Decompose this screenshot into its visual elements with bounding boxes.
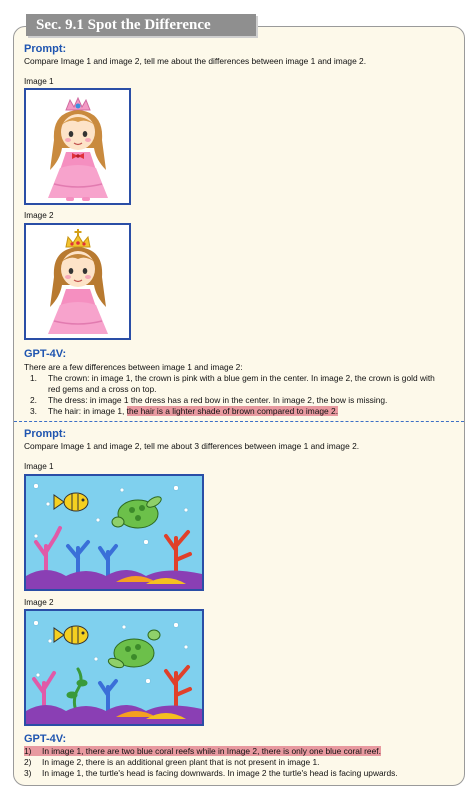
gold-crown-icon bbox=[66, 229, 90, 247]
prompt-heading-1: Prompt: bbox=[24, 43, 67, 55]
prompt-heading-2: Prompt: bbox=[24, 428, 67, 440]
prompt-text-1: Compare Image 1 and image 2, tell me about the differences between image 1 and image 2. bbox=[24, 56, 367, 66]
answer-heading-2: GPT-4V: bbox=[24, 733, 67, 745]
section-divider bbox=[14, 421, 464, 422]
answer-item-1-3: 3. The hair: in image 1, the hair is a lighter shade of brown compared to image 2. bbox=[30, 406, 339, 416]
answer-intro-1: There are a few differences between image 1 and image 2: bbox=[24, 362, 243, 372]
answer-item-2-2: 2) In image 2, there is an additional green plant that is not present in image 1. bbox=[24, 757, 320, 767]
highlight-hair: the hair is a lighter shade of brown compared to image 2. bbox=[126, 406, 339, 416]
highlight-coral: 1) In image 1, there are two blue coral reefs while in Image 2, there is only one blue coral reef. bbox=[24, 746, 381, 756]
princess-image-2 bbox=[24, 223, 131, 340]
answer-item-2-3: 3) In image 1, the turtle's head is facing downwards. In image 2 the turtle's head is facing upwards. bbox=[24, 768, 398, 778]
answer-heading-1: GPT-4V: bbox=[24, 348, 67, 360]
answer-item-1-1-cont: red gems and a cross on top. bbox=[48, 384, 157, 394]
prompt-text-2: Compare Image 1 and image 2, tell me about 3 differences between image 1 and image 2. bbox=[24, 441, 360, 451]
pink-crown-icon bbox=[66, 98, 90, 110]
princess-image-1 bbox=[24, 88, 131, 205]
answer-item-1-2: 2. The dress: in image 1 the dress has a red bow in the center. In image 2, the bow is missing. bbox=[30, 395, 388, 405]
answer-item-2-1 bbox=[24, 746, 381, 756]
answer-item-1-1: 1. The crown: in image 1, the crown is pink with a blue gem in the center. In image 2, the crown is gold with bbox=[30, 373, 435, 383]
image2-label-2: Image 2 bbox=[24, 598, 54, 607]
image1-label-1: Image 1 bbox=[24, 77, 54, 86]
ocean-image-2 bbox=[24, 609, 204, 726]
ocean-image-1 bbox=[24, 474, 204, 591]
section-title: Sec. 9.1 Spot the Difference bbox=[26, 14, 256, 36]
image1-label-2: Image 1 bbox=[24, 462, 54, 471]
image2-label-1: Image 2 bbox=[24, 211, 54, 220]
